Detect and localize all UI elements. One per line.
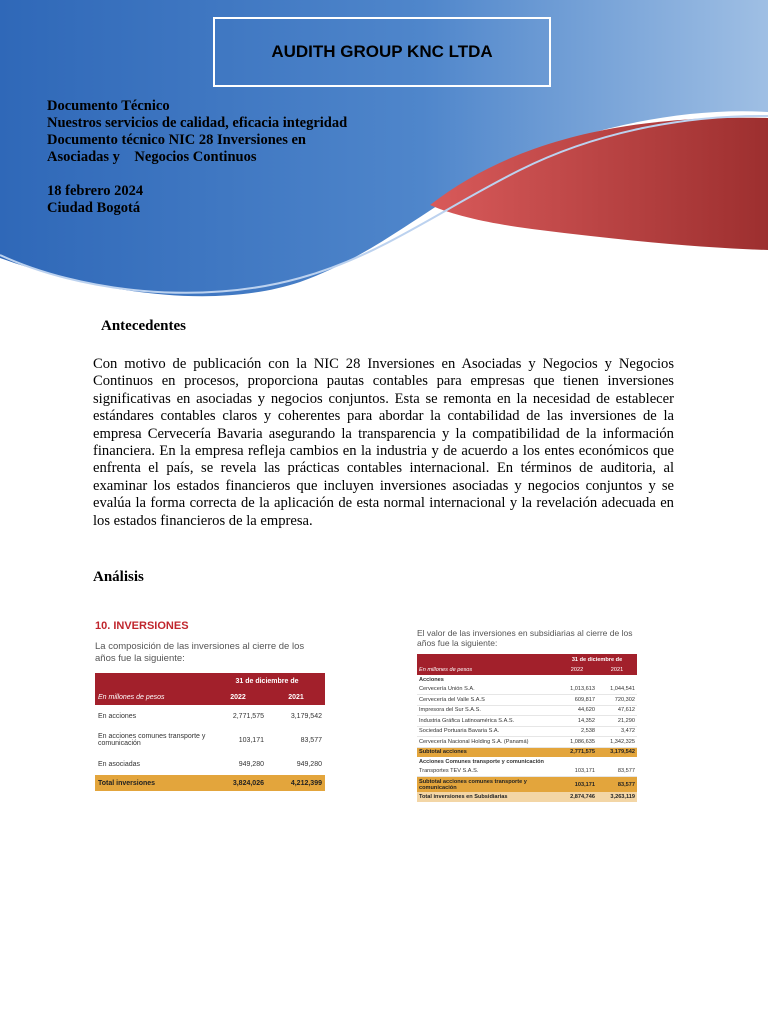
subsidiaries-table-figure bbox=[417, 628, 639, 802]
unit-label: En millones de pesos bbox=[417, 665, 557, 675]
investments-table-title: 10. INVERSIONES bbox=[95, 620, 189, 632]
header-line-subject-2: Asociadas y Negocios Continuos bbox=[47, 149, 257, 165]
section-row: Acciones bbox=[419, 676, 444, 683]
paragraph-line: Con motivo de publicación con la NIC 28 Inversiones en Asociadas y Negocios y Negocios bbox=[93, 356, 674, 372]
header-line-services: Nuestros servicios de calidad, eficacia integridad bbox=[47, 115, 348, 131]
year-header: 2021 bbox=[267, 689, 325, 705]
paragraph-line: y negocios conjuntos y se evalúa la forma correcta de la aplicación de esta normal bbox=[93, 477, 674, 512]
analisis-heading: Análisis bbox=[93, 569, 144, 585]
paragraph-line: inversiones de la empresa Cervecería Bavaria asegurando la transparencia y la compatibilidad bbox=[93, 408, 674, 442]
grand-total-row: Total inversiones en Subsidiarias 2,874,746 3,263,119 bbox=[419, 793, 635, 800]
table-row: Cervecería Nacional Holding S.A. (Panamá) 1,086,635 1,342,325 bbox=[417, 737, 637, 748]
paragraph-line: de la información financiera. En la empresa refleja cambios en la industria y de acuerdo a los bbox=[93, 425, 674, 460]
table-row: Impresora del Sur S.A.S. 44,620 47,612 bbox=[417, 705, 637, 716]
subsidiaries-table-intro: El valor de las inversiones en subsidiarias al cierre de los años fue la siguiente: bbox=[417, 628, 633, 648]
company-title-box bbox=[213, 17, 551, 87]
year-header: 2022 bbox=[557, 665, 597, 675]
table-row: Transportes TEV S.A.S. 103,171 83,577 bbox=[417, 767, 637, 777]
investments-table-intro: La composición de las inversiones al cierre de los años fue la siguiente: bbox=[95, 641, 305, 664]
header-line-date: 18 febrero 2024 bbox=[47, 183, 144, 199]
period-header: 31 de diciembre de bbox=[209, 673, 325, 689]
subtotal-row: Subtotal acciones 2,771,575 3,179,542 bbox=[417, 747, 637, 757]
period-header: 31 de diciembre de bbox=[557, 654, 637, 665]
header-line-doc-type: Documento Técnico bbox=[47, 98, 170, 114]
section-row: Acciones Comunes transporte y comunicación bbox=[419, 758, 544, 765]
table-row: En acciones comunes transporte y comunicación 103,171 83,577 bbox=[98, 733, 322, 747]
subsidiaries-table bbox=[417, 654, 637, 802]
year-header: 2022 bbox=[209, 689, 267, 705]
paragraph-line: términos de auditoria, al examinar los estados financieros que incluyen inversiones asociadas bbox=[93, 460, 674, 494]
header-line-city: Ciudad Bogotá bbox=[47, 200, 141, 216]
table-row: Cervecería del Valle S.A.S 609,817 720,302 bbox=[417, 695, 637, 706]
antecedentes-paragraph bbox=[93, 356, 674, 530]
paragraph-line: internacional y la revelación adecuada en los estados financieros de la empresa. bbox=[93, 495, 674, 529]
investments-table bbox=[95, 673, 325, 791]
paragraph-line: entes económicos que enfrenta el país, se revela las prácticas contables internacional. En bbox=[93, 443, 675, 477]
table-row: En acciones 2,771,575 3,179,542 bbox=[98, 712, 322, 720]
antecedentes-heading: Antecedentes bbox=[101, 318, 186, 334]
table-row: Sociedad Portuaria Bavaria S.A. 2,538 3,472 bbox=[417, 726, 637, 737]
total-row: Total inversiones 3,824,026 4,212,399 bbox=[95, 775, 325, 791]
unit-label: En millones de pesos bbox=[95, 689, 209, 705]
paragraph-line: establecer estándares contables claros y coherentes para abordar la contabilidad de las bbox=[93, 390, 674, 425]
table-row: Industria Gráfica Latinoamérica S.A.S. 14,352 21,290 bbox=[417, 716, 637, 727]
company-title: AUDITH GROUP KNC LTDA bbox=[271, 42, 493, 61]
table-row: Cervecería Unión S.A. 1,013,613 1,044,541 bbox=[417, 685, 637, 695]
year-header: 2021 bbox=[597, 665, 637, 675]
paragraph-line: Continuos en procesos, proporciona pautas contables para empresas que tienen inversiones bbox=[93, 373, 674, 390]
investments-table-figure bbox=[95, 620, 330, 791]
subtotal-row: Subtotal acciones comunes transporte y comunicación 103,171 83,577 bbox=[419, 778, 635, 791]
table-row: En asociadas 949,280 949,280 bbox=[98, 760, 322, 768]
paragraph-line: significativas en asociadas y negocios conjuntos. Esta se remonta en la necesidad de bbox=[93, 390, 610, 407]
header-line-subject-1: Documento técnico NIC 28 Inversiones en bbox=[47, 132, 306, 148]
header-spacer bbox=[47, 166, 347, 183]
document-header bbox=[47, 98, 347, 217]
